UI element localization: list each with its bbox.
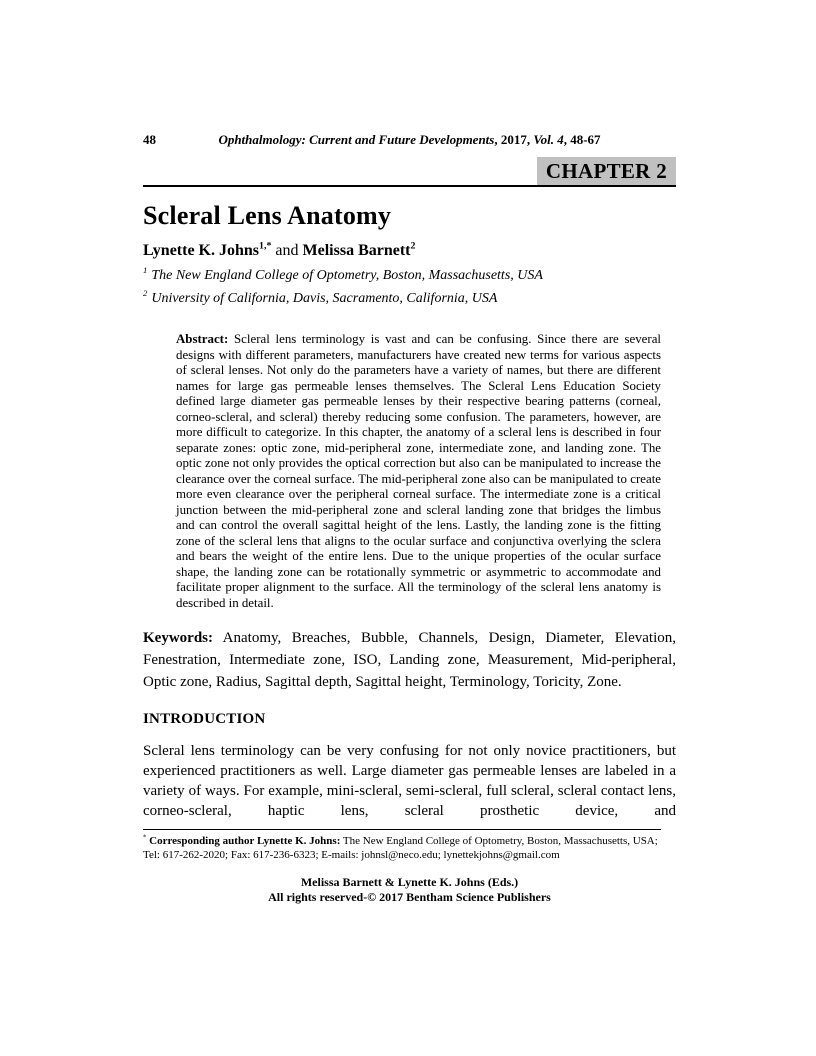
page-number: 48 [143,132,156,147]
running-head-year: , 2017, [494,132,534,147]
affiliation-line-1 [143,265,676,288]
author-superscript-2: 2 [410,240,416,252]
footer-editors: Melissa Barnett & Lynette K. Johns (Eds.) [300,875,519,889]
footer-copyright: All rights reserved-© 2017 Bentham Science Publishers [268,890,551,904]
body-paragraph: Scleral lens terminology can be very confusing for not only novice practitioners, but experienced practitioners as well. Large diameter gas permeable lenses are labeled in a variety of ways. For example, mini-scleral, semi-scleral, full scleral, scleral contact lens, corneo-scleral, haptic lens, scleral prosthetic device, and [143,743,676,819]
footnote-text [143,834,676,862]
keywords-paragraph [143,627,676,693]
footnote-label: Corresponding author Lynette K. Johns: [149,835,341,847]
page-title: Scleral Lens Anatomy [143,201,392,230]
section-heading-introduction: INTRODUCTION [143,711,266,727]
footnote-rule [143,829,661,830]
running-head-pages: , 48-67 [563,132,601,147]
authors-connector: and [271,242,303,259]
chapter-label: CHAPTER 2 [545,159,667,183]
keywords-text: Anatomy, Breaches, Bubble, Channels, Design, Diameter, Elevation, Fenestration, Intermediate zone, ISO, Landing zone, Measurement, Mid-peripheral, Optic zone, Radius, Sagittal depth, Sagittal height, Terminology, Toricity, Zone. [143,630,676,690]
footnote-body: The New England College of Optometry, Boston, Massachusetts, USA; Tel: 617-262-2020; Fax: 617-236-6323; E-mails: johnsl@neco.edu; lynettekjohns@gmail.com [143,835,658,861]
author-superscript-1: 1,* [259,240,272,252]
affiliation-superscript-2: 2 [143,287,148,298]
affiliation-text-2: University of California, Davis, Sacramento, California, USA [151,290,498,306]
book-footer [143,875,676,905]
author-name-2: Melissa Barnett [302,242,411,259]
affiliations [143,265,676,310]
affiliation-line-2 [143,288,676,311]
affiliation-text-1: The New England College of Optometry, Boston, Massachusetts, USA [151,268,543,283]
chapter-banner-box [537,157,676,185]
running-head-title [143,132,676,148]
abstract-block [176,332,661,611]
footnote-marker: * [143,834,147,842]
keywords-label: Keywords: [143,630,213,646]
running-head-volume: Vol. 4 [533,132,564,147]
author-name-1: Lynette K. Johns [143,242,260,259]
affiliation-superscript-1: 1 [143,265,148,276]
running-head [143,132,676,147]
running-head-journal: Ophthalmology: Current and Future Developments [218,132,495,147]
authors-line [143,242,676,260]
abstract-text: Scleral lens terminology is vast and can be confusing. Since there are several designs with different parameters, manufacturers have created new terms for various aspects of scleral lenses. Not only do the parameters have a variety of names, but there are different names for large gas permeable lenses themselves. The Scleral Lens Education Society defined large diameter gas permeable lenses by their respective bearing patterns (corneal, corneo-scleral, and scleral) thereby reducing some confusion. The parameters, however, are more difficult to categorize. In this chapter, the anatomy of a scleral lens is described in four separate zones: optic zone, mid-peripheral zone, intermediate zone, and landing zone. The optic zone not only provides the optical correction but also can be manipulated to increase the clearance over the corneal surface. The mid-peripheral zone also can be manipulated to create more even clearance over the peripheral corneal surface. The intermediate zone is a critical junction between the mid-peripheral zone and scleral landing zone that bridges the limbus and can control the overall sagittal height of the lens. Lastly, the landing zone is the fitting zone of the scleral lens that aligns to the ocular surface and conjunctiva overlying the sclera and bears the weight of the entire lens. Due to the unique properties of the ocular surface shape, the landing zone can be rotationally symmetric or asymmetric to accommodate and facilitate proper alignment to the surface. All the terminology of the scleral lens anatomy is described in detail. [176,332,661,610]
chapter-banner [143,157,676,187]
abstract-label: Abstract: [176,332,229,346]
